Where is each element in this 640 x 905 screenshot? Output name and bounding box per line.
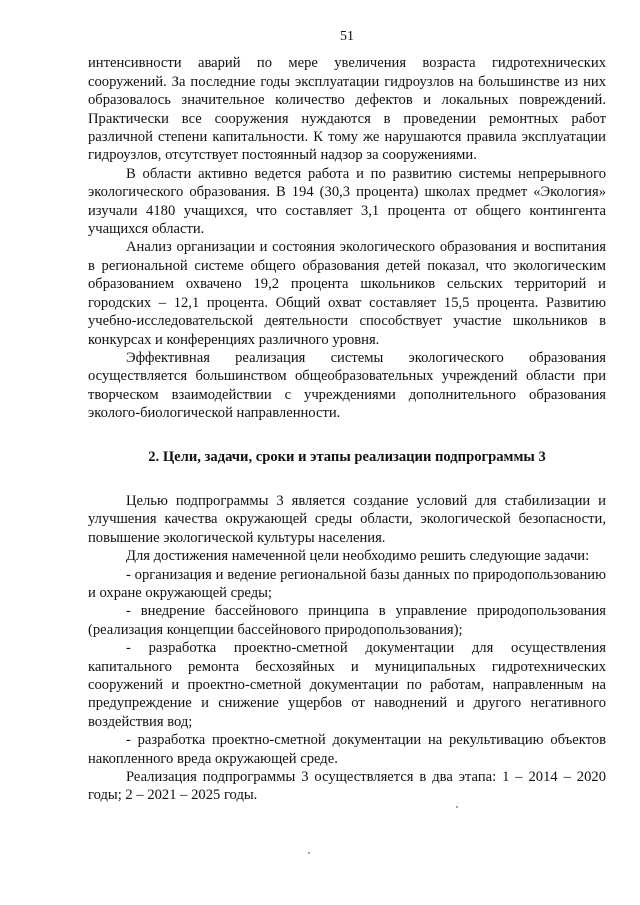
paragraph-goal: Целью подпрограммы 3 является создание условий для стабилизации и улучшения качества окружающей среды области, экологической безопасности, повышение экологической культуры населения. [88, 492, 606, 546]
paragraph-analysis: Анализ организации и состояния экологического образования и воспитания в региональной системе общего образования детей показал, что экологическим образованием охвачено 19,2 процента школьников сельских территорий и городских – 12,1 процента. Общий охват составляет 15,5 процента. Развитию учебно-исследовательской деятельности способствует участие школьников в конкурсах и конференциях различного уровня. [88, 239, 606, 348]
paragraph-effective-implementation: Эффективная реализация системы экологического образования осуществляется большинством общеобразовательных учреждений области при творческом взаимодействии с учреждениями дополнительного образования эколого-биологической направленности. [88, 349, 606, 422]
paragraph-tasks-intro: Для достижения намеченной цели необходимо решить следующие задачи: [126, 548, 590, 565]
page-number: 51 [340, 29, 354, 44]
paragraph-stages: Реализация подпрограммы 3 осуществляется в два этапа: 1 – 2014 – 2020 годы; 2 – 2021 – 2025 годы. [88, 769, 606, 804]
document-page [88, 28, 606, 805]
section-heading: 2. Цели, задачи, сроки и этапы реализации подпрограммы 3 [148, 448, 546, 465]
task-item-basin-principle: - внедрение бассейнового принципа в управление природопользования (реализация концепции бассейнового природопользования); [88, 603, 606, 638]
paragraph-eco-education: В области активно ведется работа и по развитию системы непрерывного экологического образования. В 194 (30,3 процента) школах предмет «Экология» изучали 4180 учащихся, что составляет 3,1 процента от общего контингента учащихся области. [88, 165, 606, 238]
scan-speck [456, 806, 458, 808]
task-item-database: - организация и ведение региональной базы данных по природопользованию и охране окружающей среды; [88, 566, 606, 601]
paragraph-maintenance: интенсивности аварий по мере увеличения возраста гидротехнических сооружений. За последние годы эксплуатации гидроузлов на большинстве из них образовалось значительное количество дефектов и локальных повреждений. Практически все сооружения нуждаются в проведении ремонтных работ различной степени капитальности. К тому же нарушаются правила эксплуатации гидроузлов, отсутствует постоянный надзор за сооружениями. [88, 55, 606, 164]
task-item-recultivation: - разработка проектно-сметной документации на рекультивацию объектов накопленного вреда окружающей среде. [88, 732, 606, 767]
scan-speck [308, 852, 310, 854]
task-item-design-documentation: - разработка проектно-сметной документации для осуществления капитального ремонта бесхозяйных и муниципальных гидротехнических сооружений и проектно-сметной документации по работам, направленным на предупреждение и снижение ущербов от наводнений и другого негативного воздействия вод; [88, 640, 606, 730]
